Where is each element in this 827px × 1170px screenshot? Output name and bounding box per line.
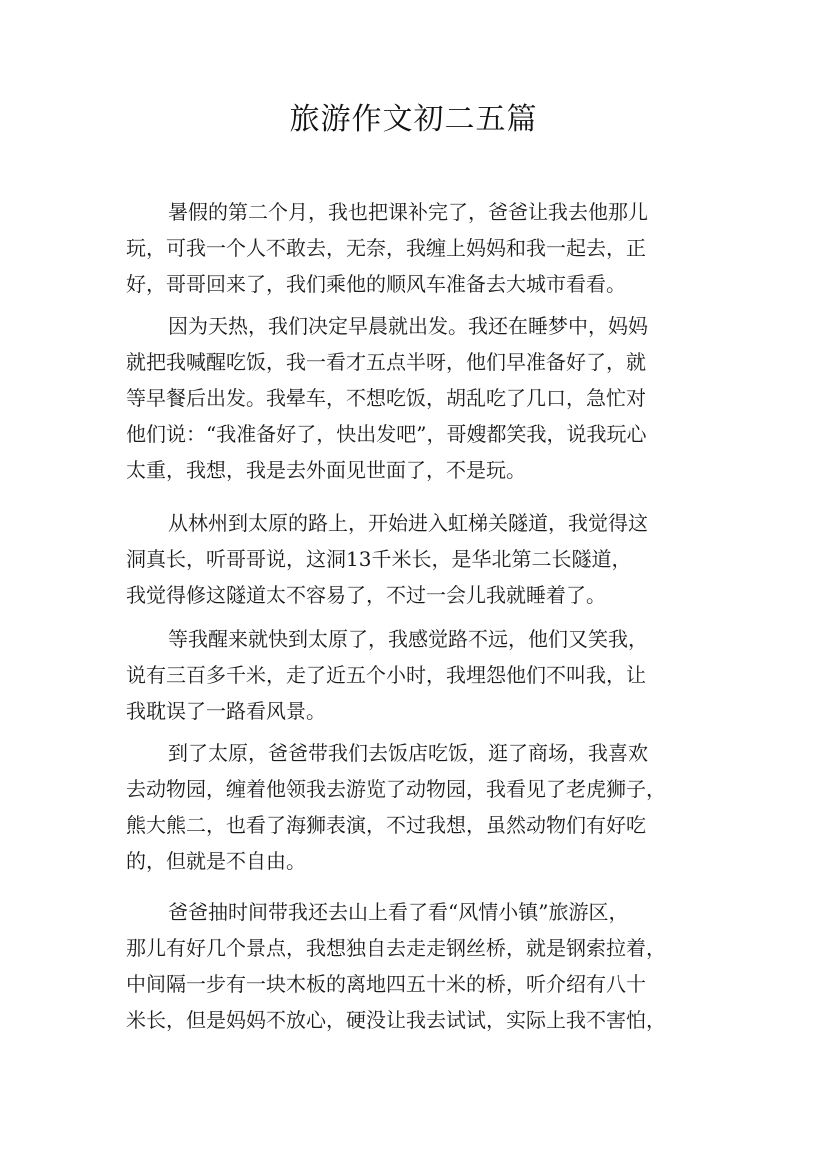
paragraph-2-line-4: 他们说：“我准备好了，快出发吧”，哥嫂都笑我，说我玩心 bbox=[126, 422, 647, 446]
paragraph-1-line-1: 暑假的第二个月，我也把课补完了，爸爸让我去他那儿 bbox=[168, 200, 648, 224]
paragraph-1-line-2: 玩，可我一个人不敢去，无奈，我缠上妈妈和我一起去，正 bbox=[126, 236, 646, 260]
paragraph-3-line-3: 我觉得修这隧道太不容易了，不过一会儿我就睡着了。 bbox=[126, 583, 606, 607]
paragraph-2-line-3: 等早餐后出发。我晕车，不想吃饭，胡乱吃了几口，急忙对 bbox=[126, 386, 646, 410]
paragraph-6-line-2: 那儿有好几个景点，我想独自去走走钢丝桥，就是钢索拉着， bbox=[126, 936, 666, 960]
paragraph-6-line-1: 爸爸抽时间带我还去山上看了看“风情小镇”旅游区， bbox=[168, 900, 629, 924]
document-title: 旅游作文初二五篇 bbox=[289, 102, 538, 137]
paragraph-2-line-2: 就把我喊醒吃饭，我一看才五点半呀，他们早准备好了，就 bbox=[126, 350, 646, 374]
paragraph-3-line-1: 从林州到太原的路上，开始进入虹梯关隧道，我觉得这 bbox=[168, 511, 648, 535]
paragraph-1-line-3: 好，哥哥回来了，我们乘他的顺风车准备去大城市看看。 bbox=[126, 272, 626, 296]
paragraph-4-line-3: 我耽误了一路看风景。 bbox=[126, 699, 326, 723]
paragraph-4-line-2: 说有三百多千米，走了近五个小时，我埋怨他们不叫我，让 bbox=[126, 663, 646, 687]
paragraph-5-line-4: 的，但就是不自由。 bbox=[126, 849, 306, 873]
paragraph-2-line-1: 因为天热，我们决定早晨就出发。我还在睡梦中，妈妈 bbox=[168, 314, 648, 338]
paragraph-2-line-5: 太重，我想，我是去外面见世面了，不是玩。 bbox=[126, 458, 526, 482]
paragraph-6-line-4: 米长，但是妈妈不放心，硬没让我去试试，实际上我不害怕， bbox=[126, 1008, 666, 1032]
paragraph-3-line-2: 洞真长，听哥哥说，这洞13千米长，是华北第二长隧道， bbox=[126, 547, 632, 571]
paragraph-6-line-3: 中间隔一步有一块木板的离地四五十米的桥，听介绍有八十 bbox=[126, 972, 646, 996]
paragraph-4-line-1: 等我醒来就快到太原了，我感觉路不远，他们又笑我， bbox=[168, 627, 648, 651]
paragraph-5-line-1: 到了太原，爸爸带我们去饭店吃饭，逛了商场，我喜欢 bbox=[168, 741, 648, 765]
paragraph-5-line-2: 去动物园，缠着他领我去游览了动物园，我看见了老虎狮子， bbox=[126, 777, 666, 801]
paragraph-5-line-3: 熊大熊二，也看了海狮表演，不过我想，虽然动物们有好吃 bbox=[126, 813, 646, 837]
